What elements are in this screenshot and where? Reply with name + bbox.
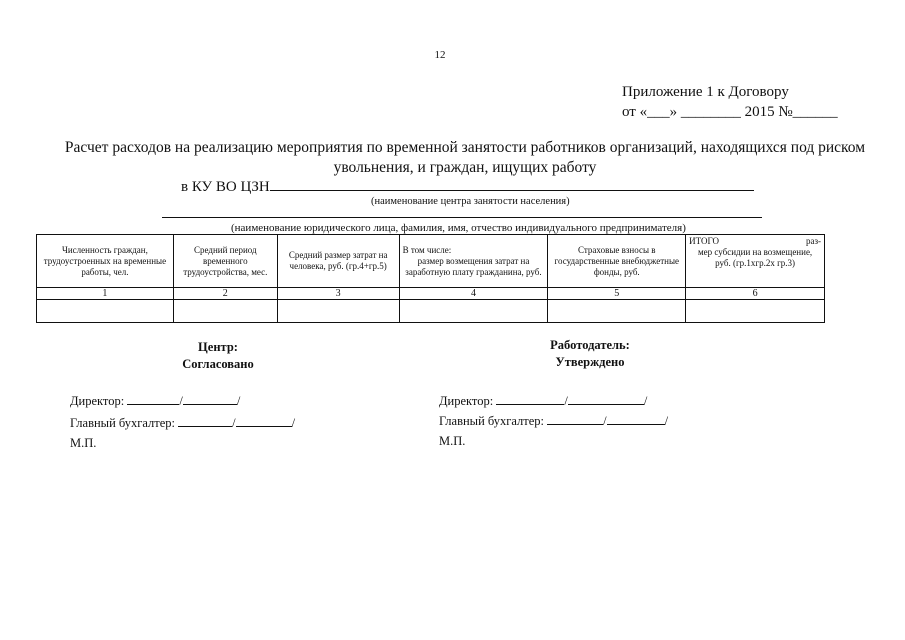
name-underline: [183, 392, 237, 405]
signature-underline: [178, 414, 232, 427]
employer-stamp-place: М.П.: [439, 434, 466, 448]
document-title: Расчет расходов на реализацию мероприятия по временной занятости работников организаций, находящихся под риском увольнения, и граждан, ищущих работу: [64, 139, 866, 176]
header-cell-4-text: размер возмещения затрат на заработную плату гражданина, руб.: [405, 255, 542, 277]
employer-title: Работодатель:: [550, 338, 630, 352]
name-underline: [236, 414, 292, 427]
center-director-label: Директор:: [70, 394, 125, 408]
data-cell: [277, 300, 399, 323]
center-signature-heading: [148, 339, 288, 373]
data-cell: [686, 300, 825, 323]
employer-director-line: Директор: / /: [439, 394, 648, 408]
center-line-label: в КУ ВО ЦЗН: [181, 179, 270, 195]
signature-underline: [547, 412, 603, 425]
column-number-row: [37, 288, 825, 300]
data-cell: [399, 300, 548, 323]
name-underline: [568, 392, 644, 405]
center-approval-label: Согласовано: [182, 357, 254, 371]
appendix-title: Приложение 1 к Договору: [622, 84, 789, 100]
appendix-date-line: от «___» ________ 2015 №______: [622, 104, 838, 120]
column-number: 4: [399, 288, 548, 300]
name-underline: [607, 412, 665, 425]
header-cell-6: [686, 235, 825, 288]
header-cell-3: Средний размер затрат на человека, руб. (гр.4+гр.5): [277, 235, 399, 288]
column-number: 5: [548, 288, 686, 300]
data-cell: [173, 300, 277, 323]
signature-underline: [127, 392, 179, 405]
center-title: Центр:: [198, 340, 238, 354]
header-cell-1: Численность граждан, трудоустроенных на временные работы, чел.: [37, 235, 174, 288]
column-number: 3: [277, 288, 399, 300]
employer-name-underline: [162, 217, 762, 218]
table-header-row: [37, 235, 825, 288]
header-cell-2: Средний период временного трудоустройства, мес.: [173, 235, 277, 288]
center-stamp-place: М.П.: [70, 436, 97, 450]
employer-director-label: Директор:: [439, 394, 494, 408]
center-name-underline: [270, 176, 754, 191]
signature-underline: [496, 392, 564, 405]
calculation-table: [36, 234, 825, 323]
header-cell-6-itogo: ИТОГО: [689, 236, 720, 246]
center-name-line: [181, 176, 754, 196]
header-cell-5: Страховые взносы в государственные внебюджетные фонды, руб.: [548, 235, 686, 288]
column-number: 2: [173, 288, 277, 300]
table-data-row: [37, 300, 825, 323]
data-cell: [37, 300, 174, 323]
header-cell-4: [399, 235, 548, 288]
center-caption: (наименование центра занятости населения): [371, 196, 570, 207]
header-cell-4-prefix: В том числе:: [402, 244, 452, 255]
employer-approval-label: Утверждено: [555, 355, 625, 369]
center-accountant-label: Главный бухгалтер:: [70, 416, 176, 430]
page-number: 12: [434, 49, 446, 61]
column-number: 1: [37, 288, 174, 300]
employer-caption: (наименование юридического лица, фамилия, имя, отчество индивидуального предпринимателя): [231, 222, 686, 234]
header-cell-6-text: мер субсидии на возмещение, руб. (гр.1хгр.2х гр.3): [697, 247, 813, 268]
employer-accountant-label: Главный бухгалтер:: [439, 414, 545, 428]
employer-signature-heading: [520, 337, 660, 371]
center-accountant-line: Главный бухгалтер: / /: [70, 416, 296, 430]
header-cell-6-raz: раз-: [805, 236, 821, 246]
employer-accountant-line: Главный бухгалтер: / /: [439, 414, 669, 428]
data-cell: [548, 300, 686, 323]
center-director-line: Директор: / /: [70, 394, 241, 408]
column-number: 6: [686, 288, 825, 300]
